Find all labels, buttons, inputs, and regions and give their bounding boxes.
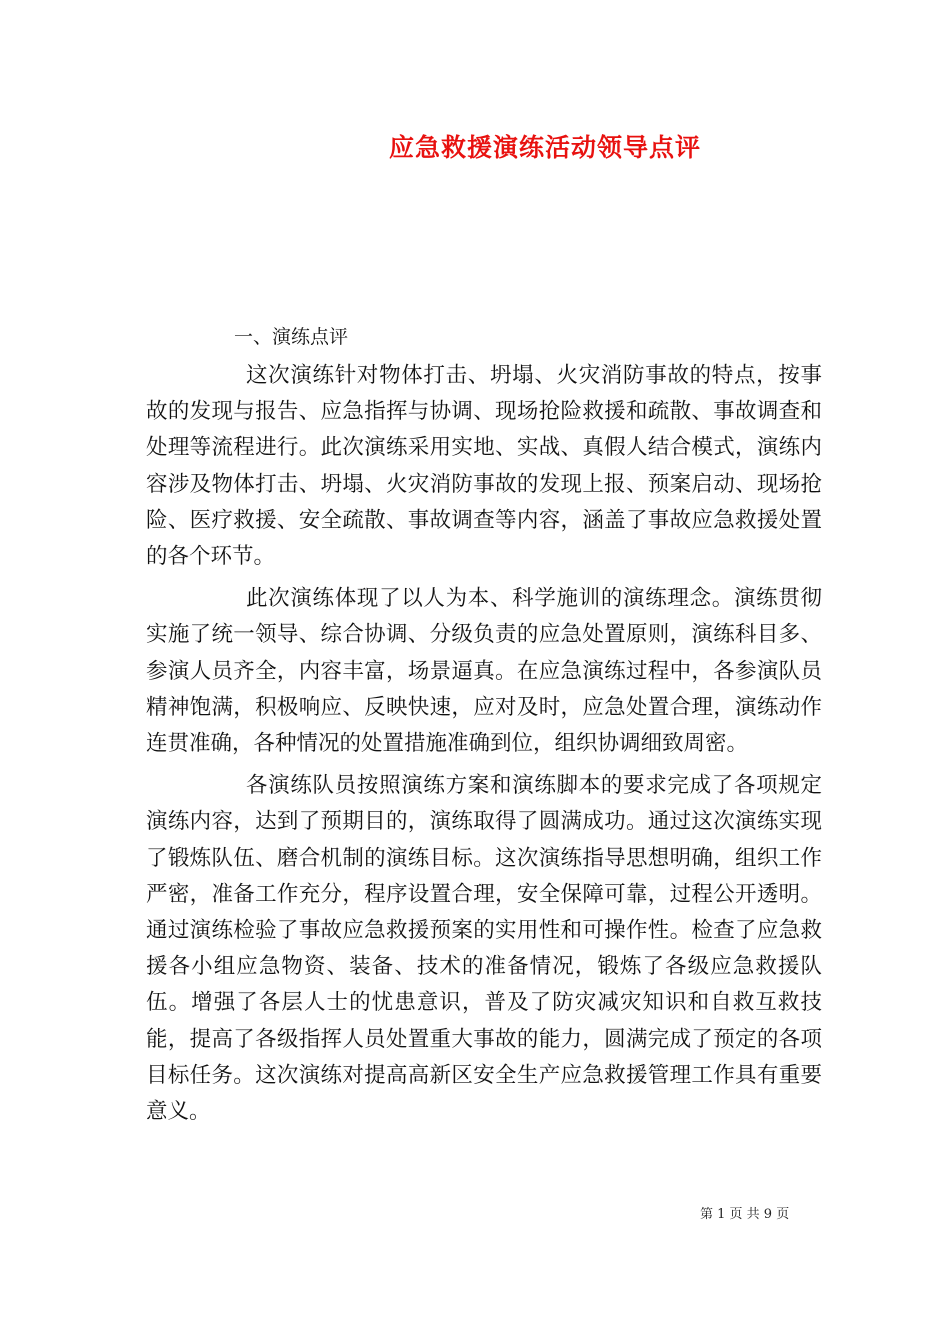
section-heading: 一、演练点评 <box>234 326 349 348</box>
document-body <box>146 320 822 1136</box>
paragraph-1: 这次演练针对物体打击、坍塌、火灾消防事故的特点，按事故的发现与报告、应急指挥与协调、现场抢险救援和疏散、事故调查和处理等流程进行。此次演练采用实地、实战、真假人结合模式，演练内容涉及物体打击、坍塌、火灾消防事故的发现上报、预案启动、现场抢险、医疗救援、安全疏散、事故调查等内容，涵盖了事故应急救援处置的各个环节。 <box>146 363 822 570</box>
paragraph-3: 各演练队员按照演练方案和演练脚本的要求完成了各项规定演练内容，达到了预期目的，演练取得了圆满成功。通过这次演练实现了锻炼队伍、磨合机制的演练目标。这次演练指导思想明确，组织工作严密，准备工作充分，程序设置合理，安全保障可靠，过程公开透明。通过演练检验了事故应急救援预案的实用性和可操作性。检查了应急救援各小组应急物资、装备、技术的准备情况，锻炼了各级应急救援队伍。增强了各层人士的忧患意识，普及了防灾减灾知识和自救互救技能，提高了各级指挥人员处置重大事故的能力，圆满完成了预定的各项目标任务。这次演练对提高高新区安全生产应急救援管理工作具有重要意义。 <box>146 773 822 1125</box>
page-number-footer: 第 1 页 共 9 页 <box>700 1207 790 1222</box>
document-title: 应急救援演练活动领导点评 <box>388 133 701 162</box>
paragraph-2: 此次演练体现了以人为本、科学施训的演练理念。演练贯彻实施了统一领导、综合协调、分级负责的应急处置原则，演练科目多、参演人员齐全，内容丰富，场景逼真。在应急演练过程中，各参演队员精神饱满，积极响应、反映快速，应对及时，应急处置合理，演练动作连贯准确，各种情况的处置措施准确到位，组织协调细致周密。 <box>146 586 822 757</box>
